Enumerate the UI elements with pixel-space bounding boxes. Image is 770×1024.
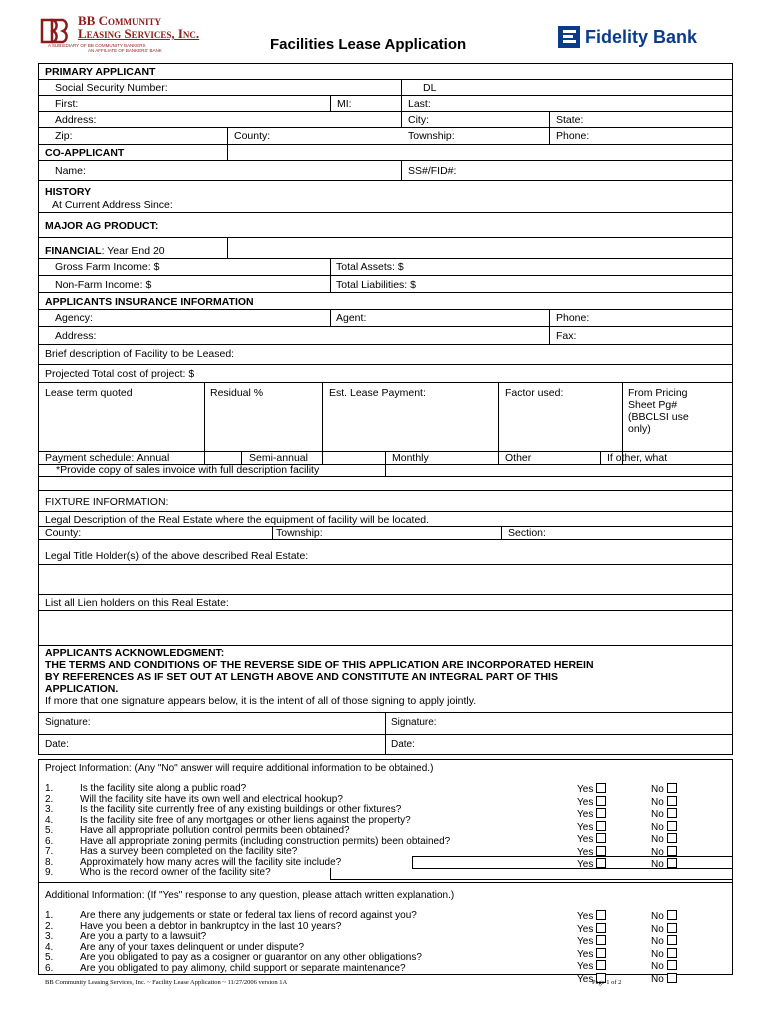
fixture-township-field[interactable]	[273, 527, 501, 539]
fidelity-bank-logo	[558, 24, 728, 50]
additional-questions: 1. Are there any judgements or state or federal tax liens of record against you? 2. Have you been a debtor in bankruptcy in the last 10 years? 3. Are you a party to a lawsuit? 4. Are any of your taxes delinquent or under dispute? 5. Are you obligated to pay as a cosigner or guarantor on any other obligations? 6. Are you obligated to pay alimony, child support or separate maintenance?	[45, 910, 422, 974]
county-field[interactable]	[228, 128, 401, 144]
yes-checkbox[interactable]	[596, 960, 606, 970]
yes-label: Yes	[577, 961, 594, 972]
no-checkbox[interactable]	[667, 796, 677, 806]
no-label: No	[651, 859, 664, 870]
county-label: County:	[234, 130, 271, 142]
address-field[interactable]	[39, 112, 401, 127]
yes-label: Yes	[577, 821, 594, 833]
insurance-phone-field[interactable]	[550, 310, 732, 326]
no-label: No	[651, 961, 664, 972]
mi-label: MI:	[337, 98, 352, 110]
yes-checkbox[interactable]	[596, 948, 606, 958]
no-checkbox[interactable]	[667, 846, 677, 856]
residual-field[interactable]	[205, 383, 322, 451]
gross-label: Gross Farm Income: $	[55, 261, 160, 273]
address-since-field[interactable]	[39, 198, 732, 212]
pricing-line: Sheet Pg#	[628, 399, 678, 411]
township-label: Township:	[408, 130, 455, 142]
invoice-note: *Provide copy of sales invoice with full description facility	[56, 464, 320, 476]
pricing-line: From Pricing	[628, 387, 688, 399]
no-checkbox[interactable]	[667, 935, 677, 945]
yes-label: Yes	[577, 936, 594, 947]
date-field-1[interactable]	[39, 735, 385, 755]
fax-field[interactable]	[550, 327, 732, 344]
state-label: State:	[556, 114, 584, 126]
pricing-line: only)	[628, 423, 651, 435]
project-questions: 1. Is the facility site along a public road? 2. Will the facility site have its own well and electrical hookup? 3. Is the facility site currently free of any existing buildings or other fixtures? 4. Is the facility site free of any mortgages or other liens against the property? 5. Have all appropriate pollution control permits been obtained? 6. Have all appropriate zoning permits (including construction permits) been obtained? 7. Has a survey been completed on the facility site? 8. Approximately how many acres will the facility site include? 9. Who is the record owner of the facility site?	[45, 783, 451, 878]
no-checkbox[interactable]	[667, 973, 677, 983]
ins-phone-label: Phone:	[556, 312, 590, 324]
footer-left: BB Community Leasing Services, Inc. ~ Facility Lease Application ~ 11/27/2006 version 1A	[45, 979, 288, 986]
ack-line4: If more that one signature appears below, it is the intent of all of those signing to apply jointly.	[45, 695, 477, 707]
no-label: No	[651, 846, 664, 858]
est-payment-label: Est. Lease Payment:	[329, 387, 426, 399]
ack-line2: BY REFERENCES AS IF SET OUT AT LENGTH ABOVE AND CONSTITUTE AN INTEGRAL PART OF THIS	[45, 671, 558, 683]
fixture-section-label: Section:	[508, 527, 546, 539]
record-owner-input[interactable]	[330, 868, 733, 880]
no-label: No	[651, 834, 664, 845]
if-other-label: If other, what	[607, 452, 668, 464]
yes-label: Yes	[577, 973, 594, 985]
logo-line1: BB Community	[78, 13, 161, 28]
history-heading: HISTORY	[45, 186, 92, 198]
phone-label: Phone:	[556, 130, 590, 142]
projected-label: Projected Total cost of project: $	[45, 368, 195, 380]
title-holder-field[interactable]	[39, 540, 732, 594]
yes-label: Yes	[577, 948, 594, 960]
township-field[interactable]	[402, 128, 549, 144]
date-field-2[interactable]	[386, 735, 732, 755]
yes-checkbox[interactable]	[596, 833, 606, 843]
schedule-semiannual-option[interactable]: Semi-annual	[249, 452, 308, 464]
no-label: No	[651, 784, 664, 795]
no-label: No	[651, 936, 664, 947]
yes-label: Yes	[577, 796, 594, 808]
additional-no-column	[651, 910, 677, 985]
fixture-county-field[interactable]	[39, 527, 272, 539]
fax-label: Fax:	[556, 330, 577, 342]
ssfid-label: SS#/FID#:	[408, 165, 457, 177]
ack-line3: APPLICATION.	[45, 683, 119, 695]
year-end-field[interactable]	[228, 238, 732, 258]
coapp-name-field[interactable]	[39, 161, 401, 180]
fixture-heading: FIXTURE INFORMATION:	[45, 496, 169, 508]
since-label: At Current Address Since:	[52, 199, 173, 211]
lease-term-field[interactable]	[39, 383, 204, 451]
no-checkbox[interactable]	[667, 821, 677, 831]
fixture-county-label: County:	[45, 527, 82, 539]
logo-tagline2: AN AFFILIATE OF BANKERS' BANK	[88, 48, 162, 53]
yes-checkbox[interactable]	[596, 808, 606, 818]
zip-field[interactable]	[39, 128, 227, 144]
ack-heading: APPLICANTS ACKNOWLEDGMENT:	[45, 647, 225, 659]
mi-field[interactable]	[331, 96, 401, 111]
no-label: No	[651, 973, 664, 985]
liabilities-label: Total Liabilities: $	[336, 279, 416, 291]
title-holder-label: Legal Title Holder(s) of the above described Real Estate:	[45, 550, 309, 562]
ins-address-label: Address:	[55, 330, 97, 342]
dl-field[interactable]	[402, 80, 732, 95]
no-checkbox[interactable]	[667, 960, 677, 970]
yes-checkbox[interactable]	[596, 923, 606, 933]
agency-field[interactable]	[39, 310, 330, 326]
no-checkbox[interactable]	[667, 833, 677, 843]
residual-label: Residual %	[210, 387, 264, 399]
gross-income-field[interactable]	[39, 259, 330, 275]
no-checkbox[interactable]	[667, 783, 677, 793]
yes-label: Yes	[577, 809, 594, 820]
project-heading: Project Information: (Any "No" answer will require additional information to be obtained.)	[45, 763, 434, 774]
schedule-monthly-option[interactable]: Monthly	[392, 452, 429, 464]
no-checkbox[interactable]	[667, 910, 677, 920]
signature-label: Signature:	[391, 717, 437, 728]
ssn-label: Social Security Number:	[55, 82, 168, 94]
financial-label: FINANCIAL	[45, 245, 102, 257]
agent-field[interactable]	[331, 310, 549, 326]
dl-label: DL	[423, 82, 437, 94]
assets-label: Total Assets: $	[336, 261, 404, 273]
insurance-address-field[interactable]	[39, 327, 549, 344]
yes-label: Yes	[577, 784, 594, 795]
year-end-label: : Year End 20	[101, 245, 165, 257]
no-label: No	[651, 911, 664, 922]
logo-line2: Leasing Services, Inc.	[78, 26, 200, 41]
ack-line1: THE TERMS AND CONDITIONS OF THE REVERSE SIDE OF THIS APPLICATION ARE INCORPORATED HEREIN	[45, 659, 594, 671]
signature-field-1[interactable]	[39, 713, 385, 734]
lease-term-label: Lease term quoted	[45, 387, 133, 399]
no-label: No	[651, 796, 664, 808]
no-checkbox[interactable]	[667, 923, 677, 933]
yes-label: Yes	[577, 834, 594, 845]
date-label: Date:	[45, 739, 69, 750]
no-label: No	[651, 948, 664, 960]
additional-heading: Additional Information: (If "Yes" response to any question, please attach written explanation.)	[45, 890, 455, 901]
coapp-name-label: Name:	[55, 165, 86, 177]
total-liabilities-field[interactable]	[331, 276, 732, 292]
agent-label: Agent:	[336, 312, 367, 324]
agency-label: Agency:	[55, 312, 93, 324]
yes-checkbox[interactable]	[596, 783, 606, 793]
zip-label: Zip:	[55, 130, 73, 142]
yes-label: Yes	[577, 923, 594, 935]
signature-field-2[interactable]	[386, 713, 732, 734]
bbcls-logo	[38, 15, 228, 51]
factor-field[interactable]	[499, 383, 622, 451]
no-label: No	[651, 809, 664, 820]
projected-cost-field[interactable]	[39, 365, 732, 382]
city-label: City:	[408, 114, 429, 126]
schedule-annual-option[interactable]: Payment schedule: Annual	[45, 452, 170, 464]
phone-field[interactable]	[550, 128, 732, 144]
fixture-township-label: Township:	[276, 527, 323, 539]
factor-label: Factor used:	[505, 387, 564, 399]
no-label: No	[651, 923, 664, 935]
ag-product-field[interactable]	[39, 213, 732, 237]
lien-holders-field[interactable]	[39, 595, 732, 645]
insurance-heading: APPLICANTS INSURANCE INFORMATION	[45, 296, 254, 308]
coapp-ssfid-field[interactable]	[402, 161, 732, 180]
legal-description-label: Legal Description of the Real Estate where the equipment of facility will be located.	[45, 514, 430, 526]
date-label: Date:	[391, 739, 415, 750]
address-label: Address:	[55, 114, 97, 126]
nonfarm-label: Non-Farm Income: $	[55, 279, 152, 291]
page-title: Facilities Lease Application	[270, 36, 467, 53]
yes-checkbox[interactable]	[596, 796, 606, 806]
pricing-line: (BBCLSI use	[628, 411, 689, 423]
lien-label: List all Lien holders on this Real Estate:	[45, 597, 229, 609]
no-label: No	[651, 821, 664, 833]
fidelity-bank-icon	[558, 26, 580, 48]
est-payment-field[interactable]	[323, 383, 498, 451]
ssn-field[interactable]	[39, 80, 401, 95]
schedule-other-option[interactable]: Other	[505, 452, 532, 464]
financial-heading	[45, 245, 165, 257]
last-name-field[interactable]	[402, 96, 732, 111]
bb-monogram-icon	[38, 16, 72, 46]
logo-tagline1: A SUBSIDIARY OF BB COMMUNITY BANKERS	[48, 43, 146, 48]
yes-checkbox[interactable]	[596, 821, 606, 831]
primary-heading: PRIMARY APPLICANT	[45, 66, 156, 78]
coapp-heading: CO-APPLICANT	[45, 147, 125, 159]
first-label: First:	[55, 98, 79, 110]
brief-label: Brief description of Facility to be Leased:	[45, 348, 235, 360]
page-number: Page 1 of 2	[592, 979, 622, 986]
last-label: Last:	[408, 98, 431, 110]
total-assets-field[interactable]	[331, 259, 732, 275]
nonfarm-income-field[interactable]	[39, 276, 330, 292]
additional-yes-column	[577, 910, 606, 985]
state-field[interactable]	[550, 112, 732, 127]
yes-checkbox[interactable]	[596, 910, 606, 920]
pricing-note	[628, 387, 689, 435]
yes-label: Yes	[577, 846, 594, 858]
yes-label: Yes	[577, 911, 594, 922]
yes-checkbox[interactable]	[596, 935, 606, 945]
city-field[interactable]	[402, 112, 549, 127]
yes-checkbox[interactable]	[596, 846, 606, 856]
no-checkbox[interactable]	[667, 948, 677, 958]
first-name-field[interactable]	[39, 96, 330, 111]
ag-label: MAJOR AG PRODUCT:	[45, 220, 159, 232]
no-checkbox[interactable]	[667, 808, 677, 818]
fixture-section-field[interactable]	[502, 527, 732, 539]
facility-description-field[interactable]	[39, 345, 732, 364]
signature-label: Signature:	[45, 717, 91, 728]
yes-label: Yes	[577, 859, 594, 870]
bank-name: Fidelity Bank	[585, 27, 698, 47]
